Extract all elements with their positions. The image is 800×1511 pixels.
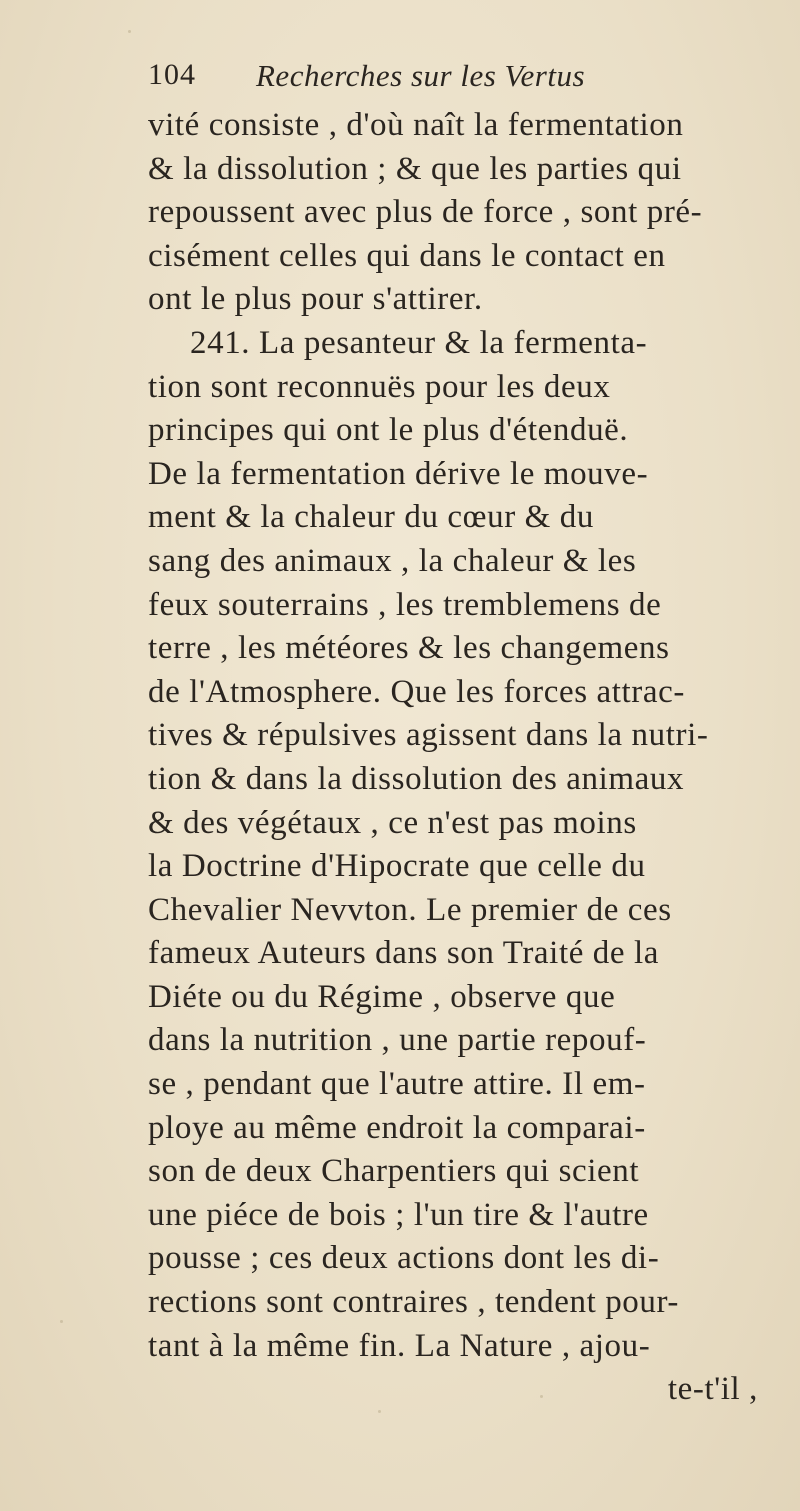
text-line: sang des animaux , la chaleur & les <box>148 542 637 579</box>
text-line: tant à la même fin. La Nature , ajou- <box>148 1327 651 1364</box>
text-line: principes qui ont le plus d'étenduë. <box>148 412 629 449</box>
text-line: ont le plus pour s'attirer. <box>148 281 483 318</box>
text-line: Chevalier Nevvton. Le premier de ces <box>148 891 672 928</box>
text-line: de l'Atmosphere. Que les forces attrac- <box>148 673 685 710</box>
text-line: la Doctrine d'Hipocrate que celle du <box>148 848 646 885</box>
paper-speck <box>128 30 131 33</box>
text-line: fameux Auteurs dans son Traité de la <box>148 935 660 972</box>
running-head: Recherches sur les Vertus <box>256 58 586 93</box>
page-number: 104 <box>148 58 196 91</box>
text-line: ploye au même endroit la comparai- <box>148 1109 646 1146</box>
text-line: tion sont reconnuës pour les deux <box>148 368 611 405</box>
paper-speck <box>540 1395 543 1398</box>
text-line: & des végétaux , ce n'est pas moins <box>148 804 637 841</box>
catchword-line: te-t'il , <box>667 1371 758 1408</box>
text-line: De la fermentation dérive le mouve- <box>148 455 649 492</box>
text-line: dans la nutrition , une partie repouf- <box>148 1022 647 1059</box>
text-line: feux souterrains , les tremblemens de <box>148 586 662 623</box>
paper-speck <box>60 1320 63 1323</box>
text-line: se , pendant que l'autre attire. Il em- <box>148 1066 646 1103</box>
text-line: Diéte ou du Régime , observe que <box>148 978 616 1015</box>
body-text <box>148 104 768 1412</box>
text-line: & la dissolution ; & que les parties qui <box>148 150 682 187</box>
text-line: rections sont contraires , tendent pour- <box>148 1284 680 1321</box>
text-line: tives & répulsives agissent dans la nutri- <box>148 717 709 754</box>
text-line: pousse ; ces deux actions dont les di- <box>148 1240 660 1277</box>
paper-speck <box>378 1410 381 1413</box>
text-line: son de deux Charpentiers qui scient <box>148 1153 640 1190</box>
text-line: vité consiste , d'où naît la fermentation <box>148 107 684 143</box>
text-line: ment & la chaleur du cœur & du <box>148 499 594 536</box>
page-header <box>148 58 708 98</box>
text-line: tion & dans la dissolution des animaux <box>148 760 685 797</box>
paragraph-start-line: 241. La pesanteur & la fermenta- <box>190 324 648 361</box>
text-line: une piéce de bois ; l'un tire & l'autre <box>148 1196 649 1233</box>
text-line: terre , les météores & les changemens <box>148 630 670 667</box>
text-line: cisément celles qui dans le contact en <box>148 237 666 274</box>
text-line: repoussent avec plus de force , sont pré- <box>148 194 703 231</box>
